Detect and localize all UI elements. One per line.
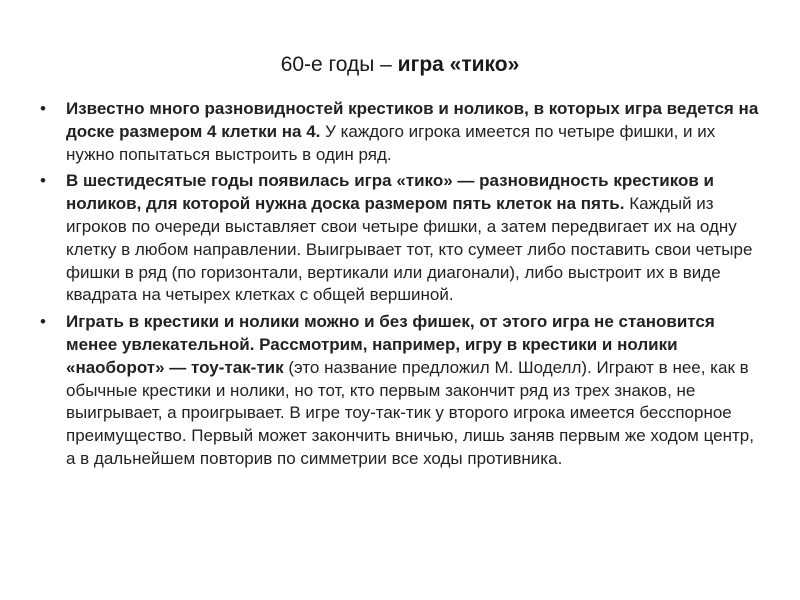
bullet-3-text: (это название предложил М. Шоделл). Играют в нее, как в обычные крестики и нолики, но тот, кто первым закончит ряд из трех знаков, не выигрывает, а проигрывает. В игре тоу-так-тик у второго игрока имеется бесспорное преимущество. Первый может закончить вничью, лишь заняв первым же ходом центр, а в дальнейшем повторив по симметрии все ходы противника. bbox=[66, 357, 754, 468]
bullet-list bbox=[40, 98, 760, 475]
bullet-2-bold-text: В шестидесятые годы появилась игра «тико» — разновидность крестиков и ноликов, для которой нужна доска размером пять клеток на пять. bbox=[66, 171, 714, 214]
bullet-item-1 bbox=[40, 98, 760, 166]
bullet-3-bold-text: Играть в крестики и нолики можно и без фишек, от этого игра не становится менее увлекательной. Рассмотрим, например, игру в крестики и нолики «наоборот» — тоу-так-тик bbox=[66, 312, 715, 377]
bullet-dot-icon: • bbox=[40, 312, 46, 332]
bullet-1-text: У каждого игрока имеется по четыре фишки, и их нужно попытаться выстроить в один ряд. bbox=[66, 121, 716, 164]
bullet-item-2 bbox=[40, 170, 760, 307]
bullet-2-text: Каждый из игроков по очереди выставляет свои четыре фишки, а затем передвигает их на одну клетку в любом направлении. Выигрывает тот, кто сумеет либо поставить свои четыре фишки в ряд (по горизонтали, вертикали или диагонали), либо выстроит их в виде квадрата на четырех клетках с общей вершиной. bbox=[66, 194, 753, 305]
bullet-1-bold-text: Известно много разновидностей крестиков и ноликов, в которых игра ведется на доске размером 4 клетки на 4. bbox=[66, 99, 759, 141]
bullet-dot-icon: • bbox=[40, 171, 46, 191]
slide-title-bold: игра «тико» bbox=[397, 53, 520, 76]
slide-title bbox=[0, 52, 800, 78]
bullet-item-3 bbox=[40, 311, 760, 471]
slide-title-regular: 60-е годы – bbox=[280, 53, 398, 76]
bullet-dot-icon: • bbox=[40, 99, 46, 118]
